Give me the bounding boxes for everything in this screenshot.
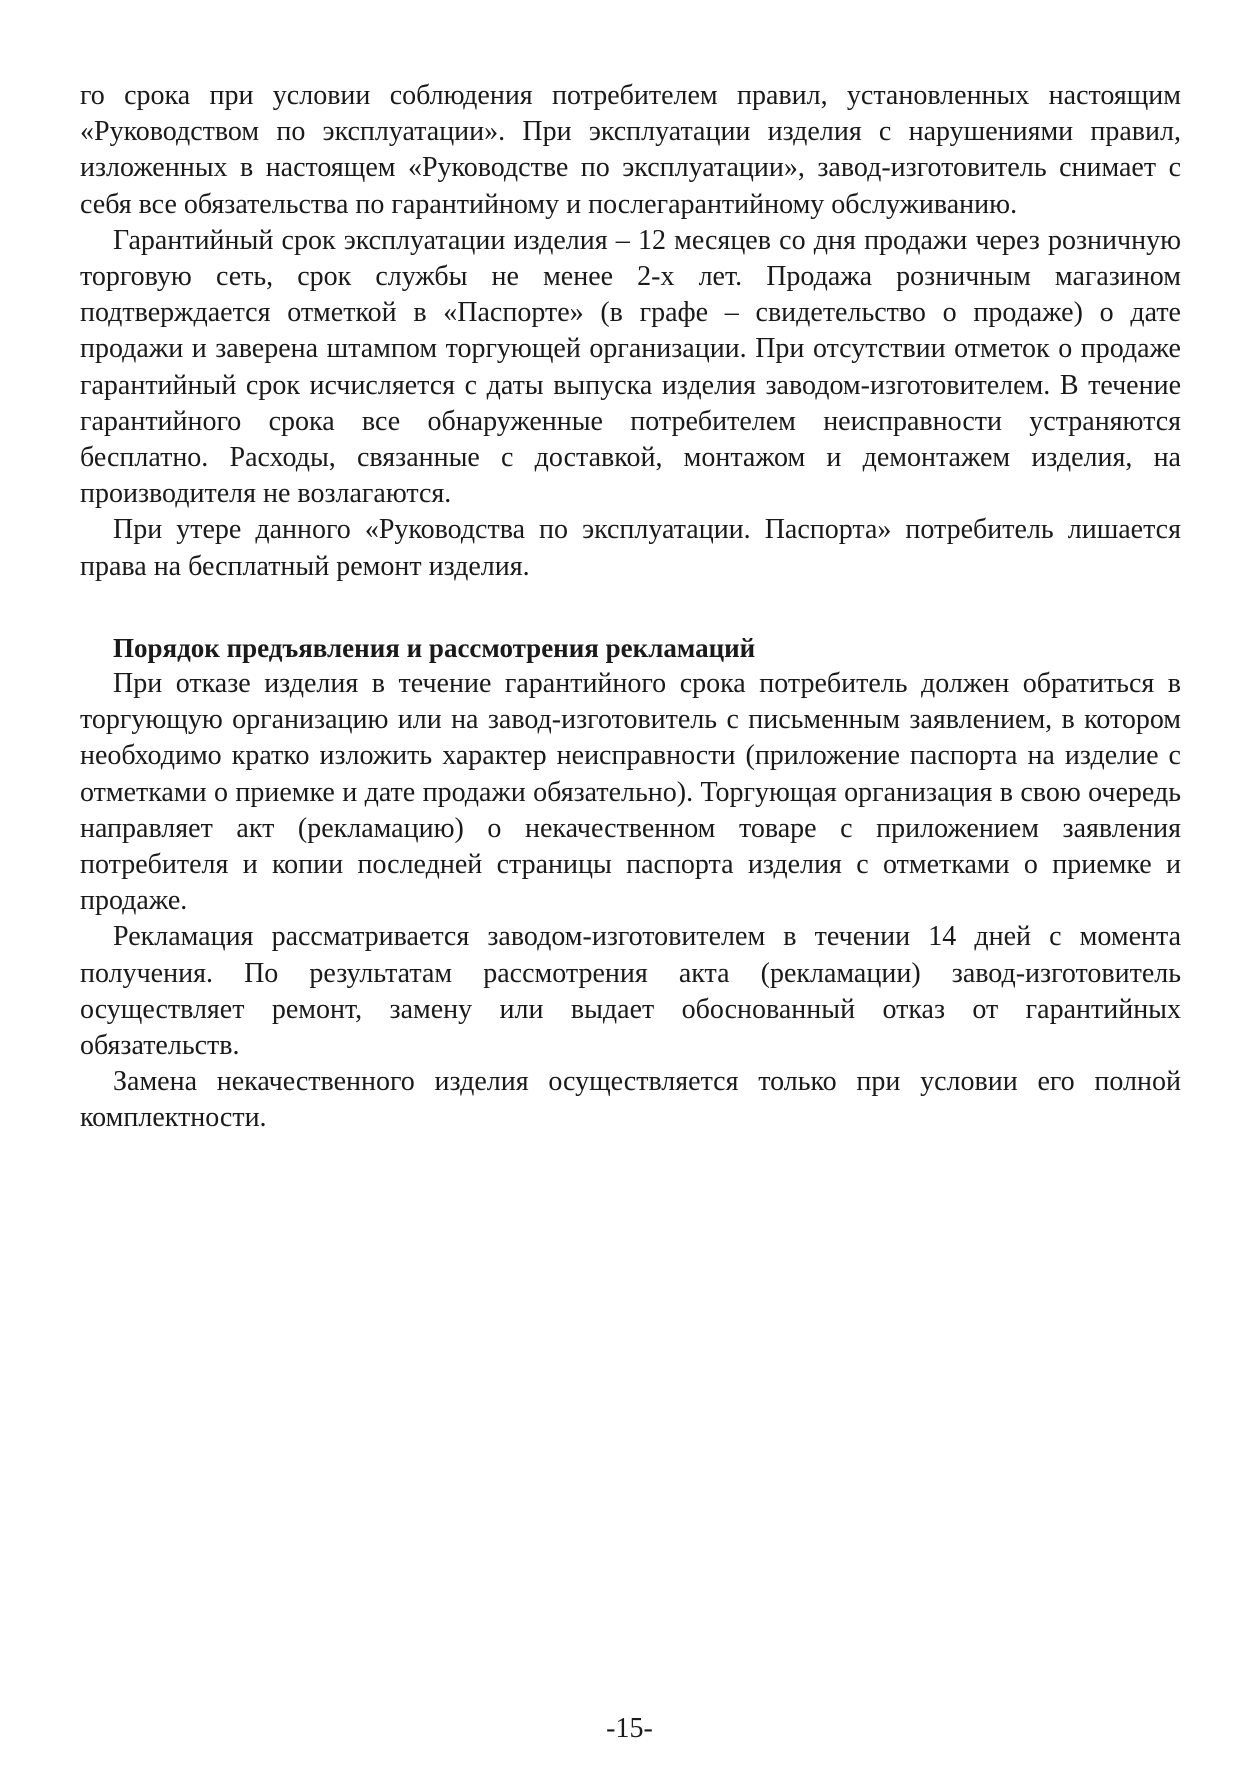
paragraph-warranty-conditions: го срока при условии соблюдения потребителем правил, установленных настоящим «Руководством по эксплуатации». При эксплуатации изделия с нарушениями правил, изложенных в настоящем «Руководстве по эксплуатации», завод-изготовитель снимает с себя все обязательства по гарантийному и послегарантийному обслуживанию. <box>80 80 1181 220</box>
paragraph-claim-procedure: При отказе изделия в течение гарантийного срока потребитель должен обратиться в торгующую организацию или на завод-изготовитель с письменным заявлением, в котором необходимо кратко изложить характер неисправности (приложение паспорта на изделие с отметками о приемке и дате продажи обязательно). Торгующая организация в свою очередь направляет акт (рекламацию) о некачественном товаре с приложением заявления потребителя и копии последней страницы паспорта изделия с отметками о приемке и продаже. <box>80 668 1181 917</box>
paragraph-warranty-period: Гарантийный срок эксплуатации изделия – 12 месяцев со дня продажи через розничную торговую сеть, срок службы не менее 2-х лет. Продажа розничным магазином подтверждается отметкой в «Паспорте» (в графе – свидетельство о продаже) о дате продажи и заверена штампом торгующей организации. При отсутствии отметок о продаже гарантийный срок исчисляется с даты выпуска изделия заводом-изготовителем. В течение гарантийного срока все обнаруженные потребителем неисправности устраняются бесплатно. Расходы, связанные с доставкой, монтажом и демонтажем изделия, на производителя не возлагаются. <box>80 224 1181 510</box>
page-number: -15- <box>606 1713 653 1744</box>
paragraph-replacement: Замена некачественного изделия осуществляется только при условии его полной комплектности. <box>80 1066 1181 1134</box>
page-content <box>80 78 1181 1137</box>
paragraph-manual-loss: При утере данного «Руководства по эксплуатации. Паспорта» потребитель лишается права на бесплатный ремонт изделия. <box>80 514 1181 582</box>
paragraph-claim-review: Рекламация рассматривается заводом-изготовителем в течении 14 дней с момента получения. По результатам рассмотрения акта (рекламации) завод-изготовитель осуществляет ремонт, замену или выдает обоснованный отказ от гарантийных обязательств. <box>80 921 1181 1062</box>
section-heading-claims: Порядок предъявления и рассмотрения рекламаций <box>113 632 756 663</box>
